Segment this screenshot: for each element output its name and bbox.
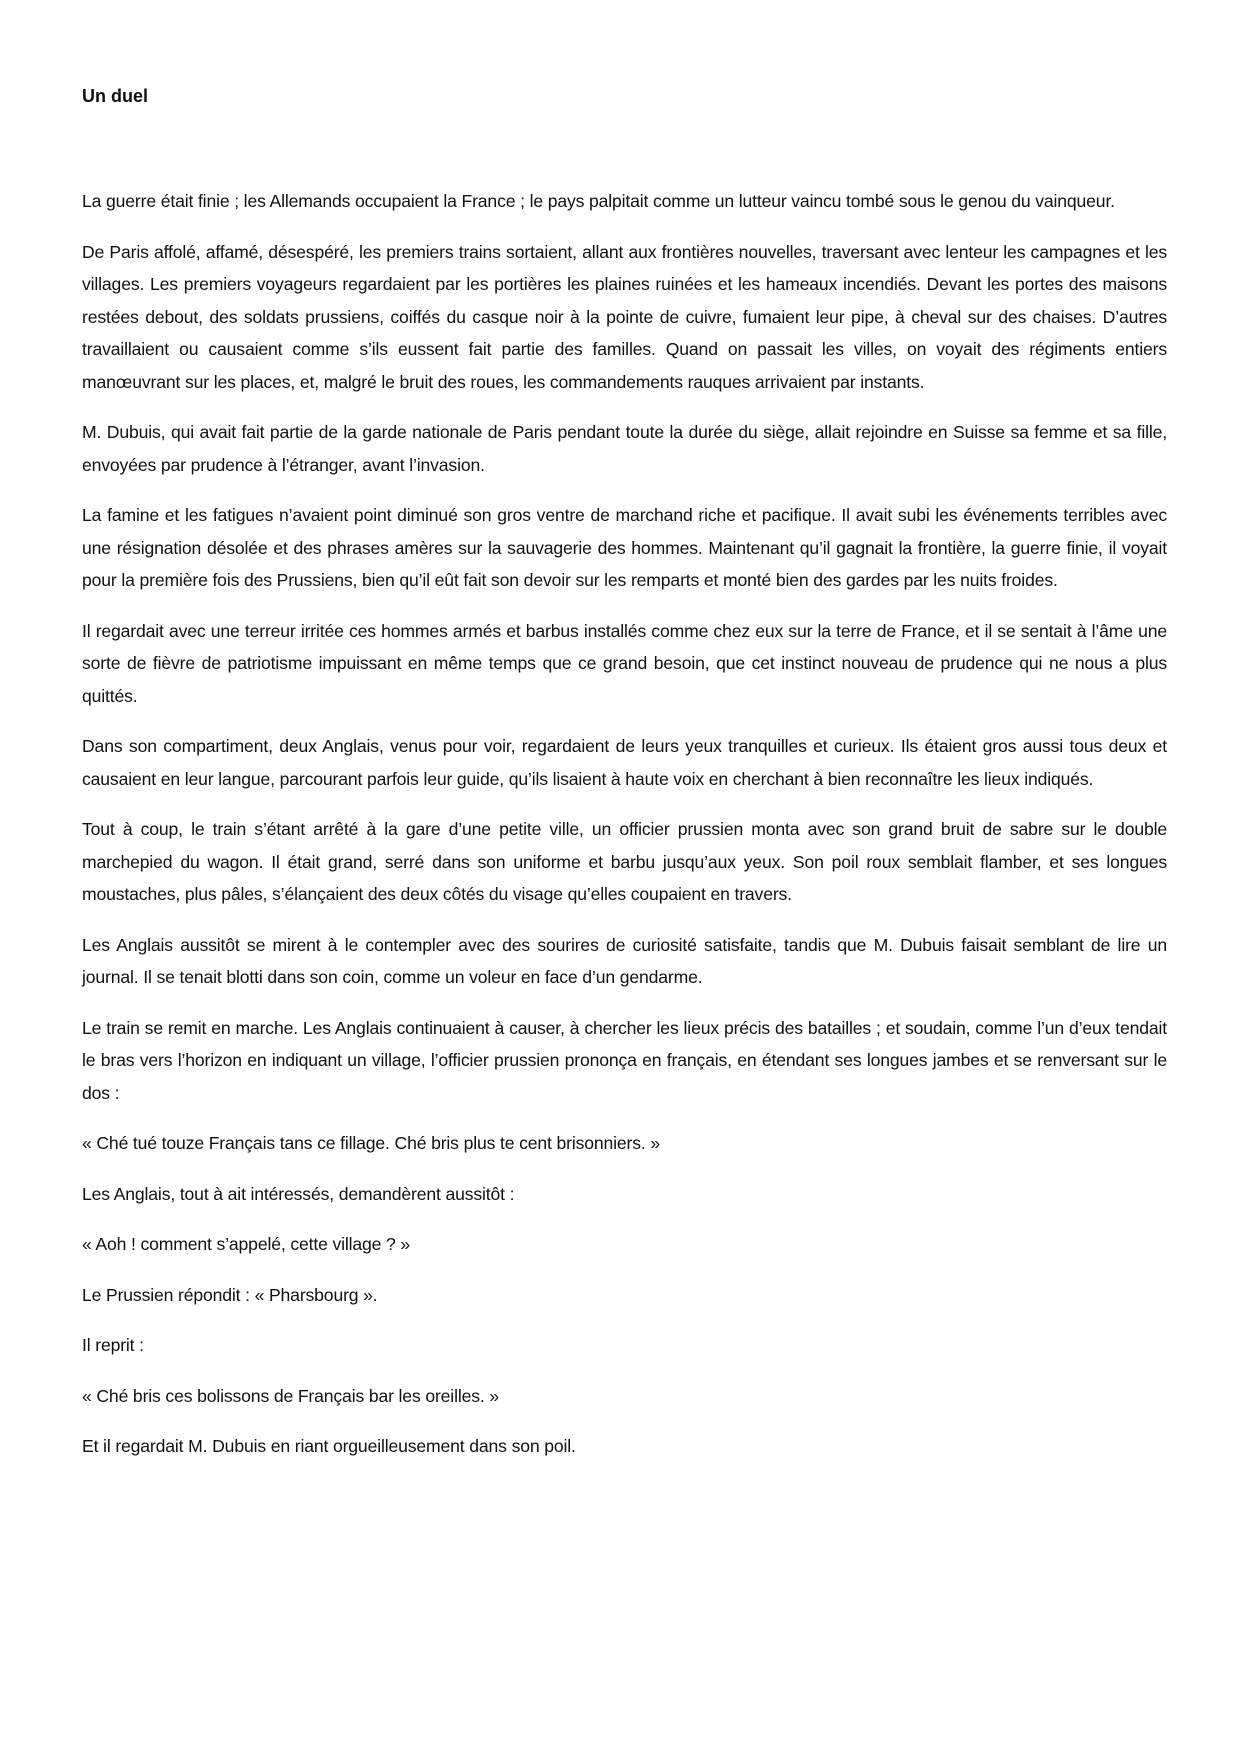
paragraph: Dans son compartiment, deux Anglais, venus pour voir, regardaient de leurs yeux tranquilles et curieux. Ils étaient gros aussi tous deux et causaient en leur langue, parcourant parfois leur guide, qu’ils lisaient à haute voix en cherchant à bien reconnaître les lieux indiqués. (82, 736, 1167, 789)
paragraph: Le Prussien répondit : « Pharsbourg ». (82, 1284, 378, 1305)
paragraph: De Paris affolé, affamé, désespéré, les premiers trains sortaient, allant aux frontières nouvelles, traversant avec lenteur les campagnes et les villages. Les premiers voyageurs regardaient par les portières les plaines ruinées et les hameaux incendiés. Devant les portes des maisons restées debout, des soldats prussiens, coiffés du casque noir à la pointe de cuivre, fumaient leur pipe, à cheval sur des chaises. D’autres travaillaient ou causaient comme s’ils eussent fait partie des familles. Quand on passait les villes, on voyait des régiments entiers manœuvrant sur les places, et, malgré le bruit des roues, les commandements rauques arrivaient par instants. (82, 241, 1167, 392)
paragraph: Et il regardait M. Dubuis en riant orgueilleusement dans son poil. (82, 1436, 576, 1456)
paragraph: Les Anglais aussitôt se mirent à le contempler avec des sourires de curiosité satisfaite, tandis que M. Dubuis faisait semblant de lire un journal. Il se tenait blotti dans son coin, comme un voleur en face d’un gendarme. (82, 934, 1167, 987)
paragraph: Tout à coup, le train s’étant arrêté à la gare d’une petite ville, un officier prussien monta avec son grand bruit de sabre sur le double marchepied du wagon. Il était grand, serré dans son uniforme et barbu jusqu’aux yeux. Son poil roux semblait flamber, et ses longues moustaches, plus pâles, s’élançaient des deux côtés du visage qu’elles coupaient en travers. (82, 819, 1167, 904)
paragraph: M. Dubuis, qui avait fait partie de la garde nationale de Paris pendant toute la durée du siège, allait rejoindre en Suisse sa femme et sa fille, envoyées par prudence à l’étranger, avant l’invasion. (82, 422, 1167, 475)
paragraph: Les Anglais, tout à ait intéressés, demandèrent aussitôt : (82, 1183, 515, 1204)
paragraph: « Ché tué touze Français tans ce fillage. Ché bris plus te cent brisonniers. » (82, 1133, 661, 1153)
paragraph: La famine et les fatigues n’avaient point diminué son gros ventre de marchand riche et pacifique. Il avait subi les événements terribles avec une résignation désolée et des phrases amères sur la sauvagerie des hommes. Maintenant qu’il gagnait la frontière, la guerre finie, il voyait pour la première fois des Prussiens, bien qu’il eût fait son devoir sur les remparts et monté bien des gardes par les nuits froides. (82, 505, 1167, 590)
paragraph: Il reprit : (82, 1335, 144, 1355)
paragraph: « Ché bris ces bolissons de Français bar les oreilles. » (82, 1385, 499, 1406)
paragraph: La guerre était finie ; les Allemands occupaient la France ; le pays palpitait comme un lutteur vaincu tombé sous le genou du vainqueur. (82, 191, 1115, 211)
paragraph: Il regardait avec une terreur irritée ces hommes armés et barbus installés comme chez eux sur la terre de France, et il se sentait à l’âme une sorte de fièvre de patriotisme impuissant en même temps que ce grand besoin, que cet instinct nouveau de prudence qui ne nous a plus quittés. (82, 620, 1167, 706)
document-page (82, 82, 1167, 1481)
paragraph: « Aoh ! comment s’appelé, cette village ? » (82, 1234, 411, 1254)
paragraph: Le train se remit en marche. Les Anglais continuaient à causer, à chercher les lieux précis des batailles ; et soudain, comme l’un d’eux tendait le bras vers l’horizon en indiquant un village, l’officier prussien prononça en français, en étendant ses longues jambes et se renversant sur le dos : (82, 1017, 1167, 1103)
document-title: Un duel (82, 86, 148, 106)
